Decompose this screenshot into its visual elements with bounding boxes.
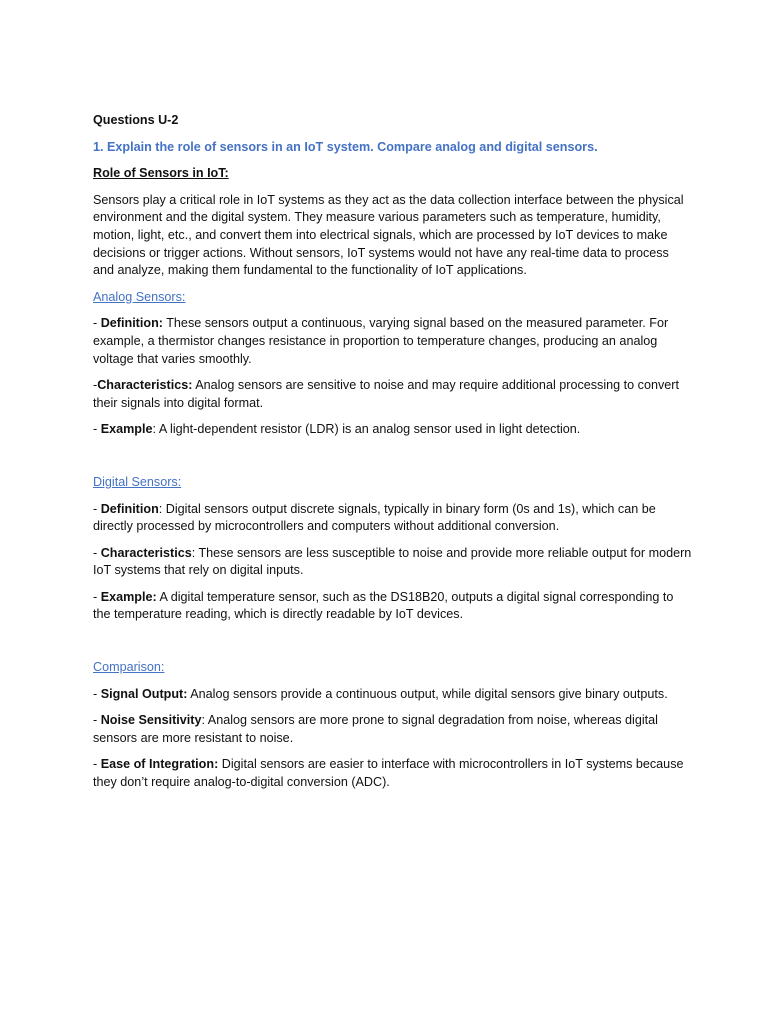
item-label: Characteristics: <box>97 378 193 393</box>
comparison-signal-output <box>93 686 693 704</box>
comparison-ease-of-integration <box>93 756 693 791</box>
item-text: Analog sensors provide a continuous output, while digital sensors give binary outputs. <box>187 686 668 701</box>
item-text: : Analog sensors are more prone to signal degradation from noise, whereas digital sensors are more resistant to noise. <box>93 713 658 745</box>
item-label: Ease of Integration: <box>100 757 219 772</box>
comparison-heading: Comparison: <box>93 660 165 675</box>
section-spacer <box>93 633 693 659</box>
item-text: A digital temperature sensor, such as the DS18B20, outputs a digital signal corresponding to the temperature reading, which is directly readable by IoT devices. <box>93 589 674 622</box>
item-prefix: - <box>93 316 101 331</box>
item-text: Analog sensors are sensitive to noise and may require additional processing to convert their signals into digital format. <box>93 378 679 410</box>
item-prefix: - <box>93 757 101 772</box>
item-label: Definition: <box>100 316 163 331</box>
analog-sensors-heading: Analog Sensors: <box>93 289 186 304</box>
item-prefix: - <box>93 501 101 516</box>
item-label: Definition <box>100 501 159 516</box>
digital-sensors-heading: Digital Sensors: <box>93 474 182 489</box>
item-text: : These sensors are less susceptible to noise and provide more reliable output for modern IoT systems that rely on digital inputs. <box>93 545 692 578</box>
item-label: Example: <box>100 589 157 604</box>
item-label: Signal Output: <box>100 686 188 701</box>
item-label: Example <box>100 422 153 437</box>
item-prefix: - <box>93 686 101 701</box>
item-prefix: - <box>93 545 101 560</box>
section-spacer <box>93 448 693 474</box>
comparison-noise-sensitivity <box>93 712 693 747</box>
item-prefix: - <box>93 422 101 437</box>
role-paragraph: Sensors play a critical role in IoT systems as they act as the data collection interface between the physical environment and the digital system. They measure various parameters such as temperature, humidity, motion, light, etc., and convert them into electrical signals, which are processed by IoT devices to make decisions or trigger actions. Without sensors, IoT systems would not have any real-time data to process and analyze, making them fundamental to the functionality of IoT applications. <box>93 192 684 278</box>
role-heading: Role of Sensors in IoT: <box>93 166 229 181</box>
document-title: Questions U-2 <box>93 113 179 127</box>
item-prefix: - <box>93 378 98 393</box>
item-prefix: - <box>93 589 101 604</box>
item-text: Digital sensors are easier to interface with microcontrollers in IoT systems because they don’t require analog-to-digital conversion (ADC). <box>93 757 684 790</box>
item-label: Characteristics <box>100 545 192 560</box>
document-page <box>93 112 693 801</box>
item-text: : A light-dependent resistor (LDR) is an analog sensor used in light detection. <box>152 422 581 437</box>
question-heading: 1. Explain the role of sensors in an IoT system. Compare analog and digital sensors. <box>93 139 598 154</box>
analog-characteristics <box>93 377 693 412</box>
digital-definition <box>93 501 693 536</box>
analog-example <box>93 421 693 439</box>
analog-definition <box>93 315 693 368</box>
digital-example <box>93 589 693 624</box>
item-label: Noise Sensitivity <box>100 713 202 728</box>
item-prefix: - <box>93 713 101 728</box>
digital-characteristics <box>93 545 693 580</box>
item-text: : Digital sensors output discrete signals, typically in binary form (0s and 1s), which can be directly processed by microcontrollers and computers without additional conversion. <box>93 501 656 534</box>
item-text: These sensors output a continuous, varying signal based on the measured parameter. For example, a thermistor changes resistance in proportion to temperature changes, producing an analog voltage that varies smoothly. <box>93 316 669 366</box>
